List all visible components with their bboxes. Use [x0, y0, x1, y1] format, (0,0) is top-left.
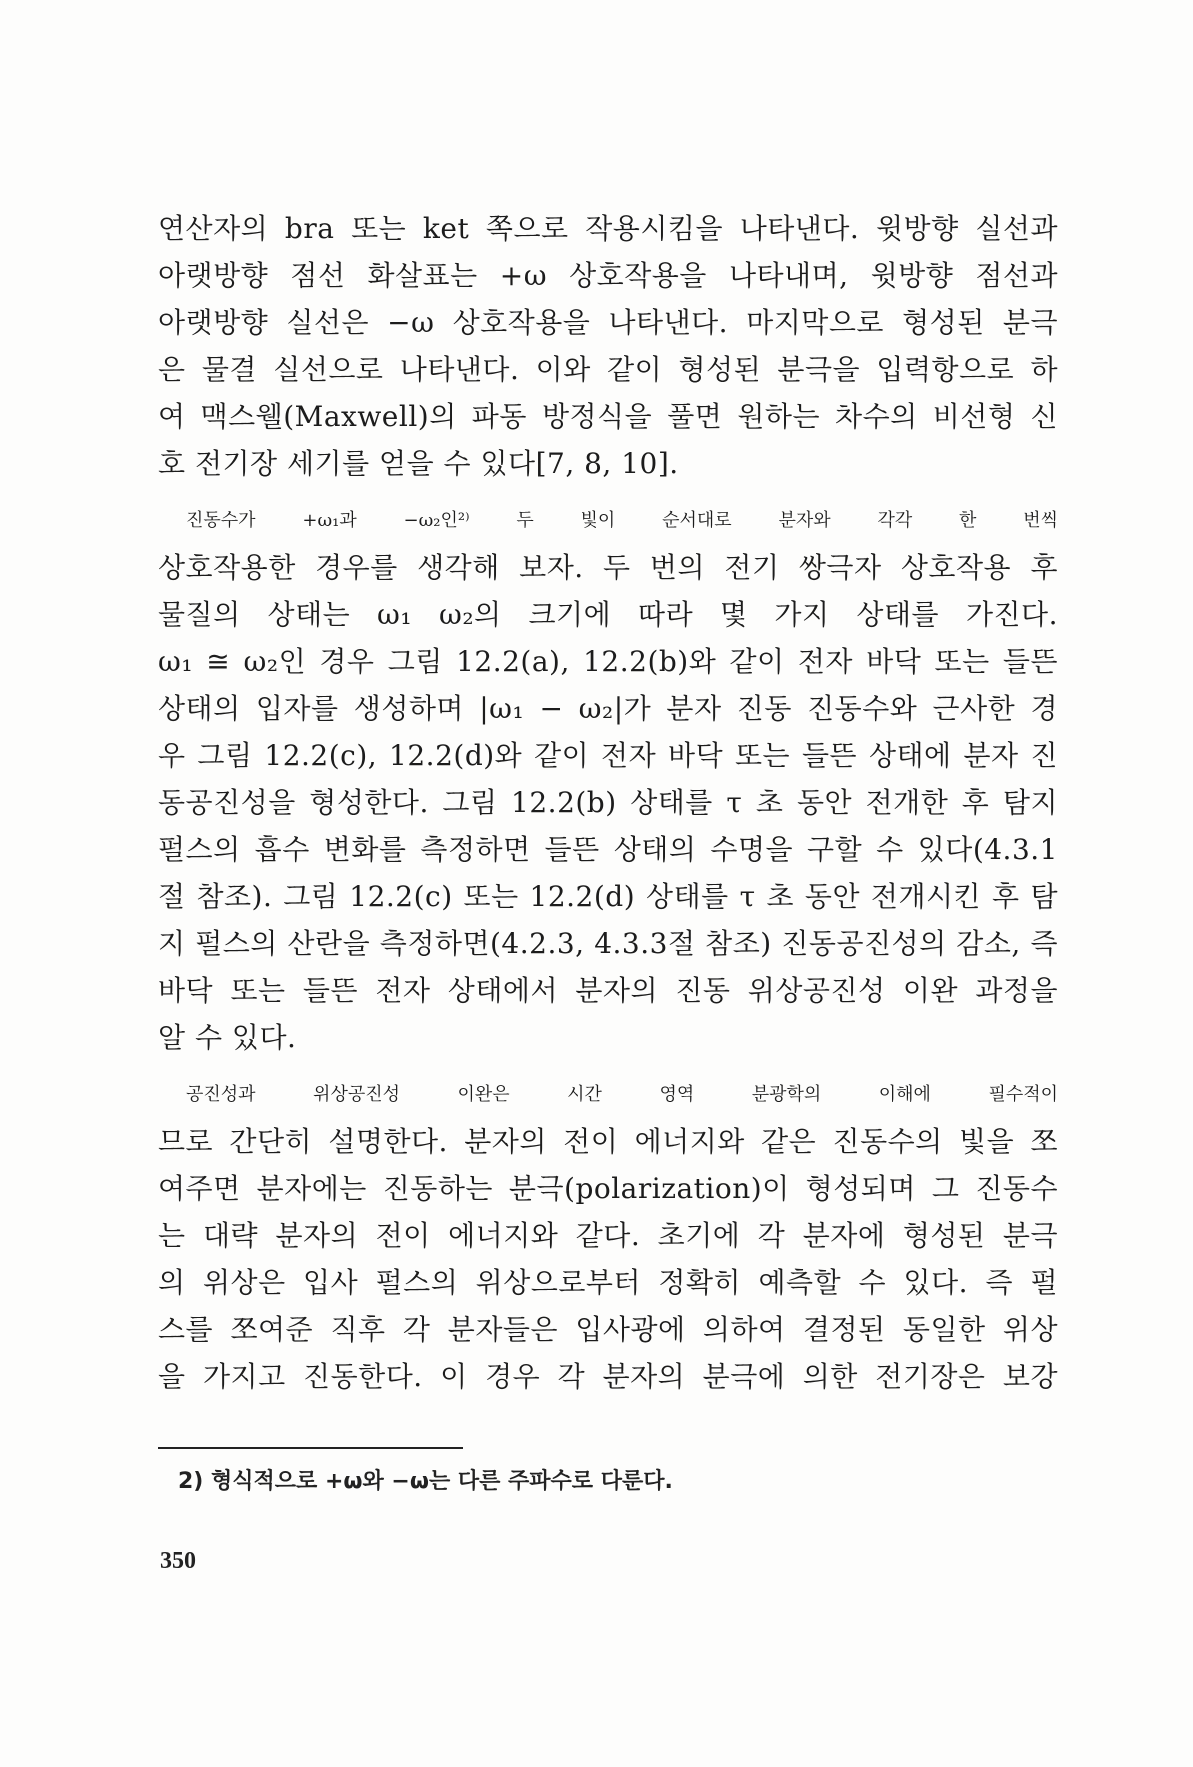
text-line: 은 물결 실선으로 나타낸다. 이와 같이 형성된 분극을 입력항으로 하: [158, 353, 1058, 386]
text-line: 아랫방향 실선은 −ω 상호작용을 나타낸다. 마지막으로 형성된 분극: [158, 306, 1058, 339]
body-text: [158, 205, 1058, 1400]
page-number: 350: [160, 1548, 196, 1574]
paragraph-2: [158, 497, 1058, 1061]
text-line: 상호작용한 경우를 생각해 보자. 두 번의 전기 쌍극자 상호작용 후: [158, 551, 1058, 584]
text-line: 의 위상은 입사 펄스의 위상으로부터 정확히 예측할 수 있다. 즉 펄: [158, 1266, 1058, 1299]
text-line: 호 전기장 세기를 얻을 수 있다[7, 8, 10].: [158, 447, 679, 480]
text-line: ω₁ ≅ ω₂인 경우 그림 12.2(a), 12.2(b)와 같이 전자 바닥 또는 들뜬: [158, 645, 1058, 678]
text-line: 진동수가 +ω₁과 −ω₂인²⁾ 두 빛이 순서대로 분자와 각각 한 번씩: [186, 510, 1058, 531]
text-line: 물질의 상태는 ω₁ ω₂의 크기에 따라 몇 가지 상태를 가진다.: [158, 598, 1058, 631]
text-line: 우 그림 12.2(c), 12.2(d)와 같이 전자 바닥 또는 들뜬 상태에 분자 진: [158, 739, 1058, 772]
text-line: 동공진성을 형성한다. 그림 12.2(b) 상태를 τ 초 동안 전개한 후 탐지: [158, 786, 1058, 819]
text-line: 을 가지고 진동한다. 이 경우 각 분자의 분극에 의한 전기장은 보강: [158, 1360, 1058, 1393]
footnote-divider: [158, 1447, 463, 1449]
text-line: 아랫방향 점선 화살표는 +ω 상호작용을 나타내며, 윗방향 점선과: [158, 259, 1058, 292]
text-line: 공진성과 위상공진성 이완은 시간 영역 분광학의 이해에 필수적이: [186, 1084, 1058, 1105]
text-line: 여주면 분자에는 진동하는 분극(polarization)이 형성되며 그 진동수: [158, 1172, 1058, 1205]
footnote: 2) 형식적으로 +ω와 −ω는 다른 주파수로 다룬다.: [178, 1469, 673, 1494]
text-line: 펄스의 흡수 변화를 측정하면 들뜬 상태의 수명을 구할 수 있다(4.3.1: [158, 833, 1058, 866]
paragraph-3: [158, 1071, 1058, 1400]
text-line: 는 대략 분자의 전이 에너지와 같다. 초기에 각 분자에 형성된 분극: [158, 1219, 1058, 1252]
text-line: 상태의 입자를 생성하며 |ω₁ − ω₂|가 분자 진동 진동수와 근사한 경: [158, 692, 1058, 725]
text-line: 지 펄스의 산란을 측정하면(4.2.3, 4.3.3절 참조) 진동공진성의 감소, 즉: [158, 927, 1058, 960]
text-line: 절 참조). 그림 12.2(c) 또는 12.2(d) 상태를 τ 초 동안 전개시킨 후 탐: [158, 880, 1058, 913]
text-line: 스를 쪼여준 직후 각 분자들은 입사광에 의하여 결정된 동일한 위상: [158, 1313, 1058, 1346]
text-line: 연산자의 bra 또는 ket 쪽으로 작용시킴을 나타낸다. 윗방향 실선과: [158, 212, 1058, 245]
paragraph-1: [158, 205, 1058, 487]
text-line: 므로 간단히 설명한다. 분자의 전이 에너지와 같은 진동수의 빛을 쪼: [158, 1125, 1058, 1158]
text-line: 알 수 있다.: [158, 1021, 297, 1054]
text-line: 여 맥스웰(Maxwell)의 파동 방정식을 풀면 원하는 차수의 비선형 신: [158, 400, 1058, 433]
text-line: 바닥 또는 들뜬 전자 상태에서 분자의 진동 위상공진성 이완 과정을: [158, 974, 1058, 1007]
